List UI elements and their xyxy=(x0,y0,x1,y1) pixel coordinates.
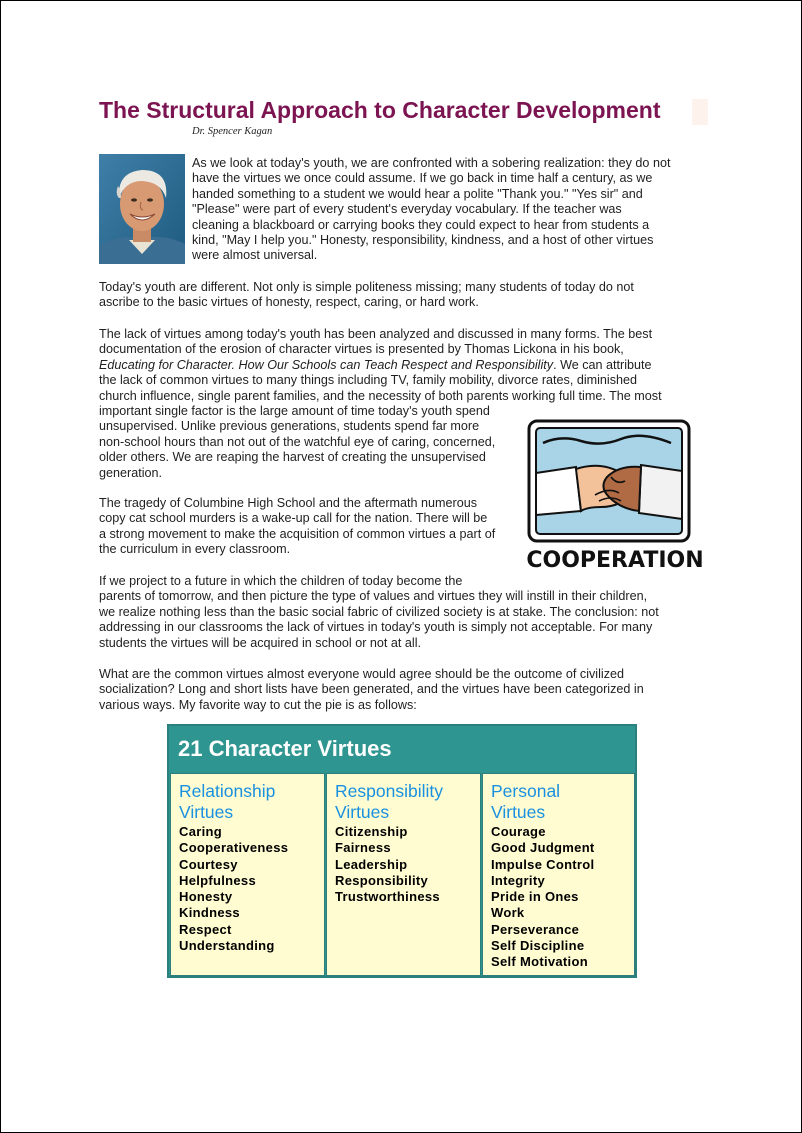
list-item: Kindness xyxy=(179,905,240,921)
column-heading-line: Personal xyxy=(491,781,561,801)
text-line: church influence, single parent families, and the necessity of both parents working full time. The most xyxy=(99,388,662,403)
list-item: Pride in Ones xyxy=(491,889,579,905)
text-line xyxy=(99,358,662,373)
column-heading xyxy=(491,781,560,823)
list-item: Caring xyxy=(179,824,222,839)
text-line: the lack of common virtues to many things including TV, family mobility, divorce rates, diminished xyxy=(99,373,638,388)
list-item: Respect xyxy=(179,921,232,937)
text-line: the curriculum in every classroom. xyxy=(99,542,291,557)
list-item: Perseverance xyxy=(491,921,580,937)
column-heading-line: Virtues xyxy=(335,802,390,822)
list-item: Self Discipline xyxy=(491,938,585,954)
text-line: What are the common virtues almost everyone would agree should be the outcome of civilized xyxy=(99,667,625,681)
text-line: we realize nothing less than the basic social fabric of civilized society is at stake. The conclusion: not xyxy=(99,604,659,619)
title-highlight xyxy=(692,99,708,125)
author-byline: Dr. Spencer Kagan xyxy=(192,126,273,137)
virtues-table-header xyxy=(169,726,635,772)
virtues-column-responsibility xyxy=(326,773,481,976)
list-item: Cooperativeness xyxy=(179,840,289,856)
column-heading-line: Relationship xyxy=(179,781,276,801)
paragraph-columbine xyxy=(99,496,495,558)
text-line: As we look at today's youth, we are confronted with a sobering realization: they do not xyxy=(192,156,671,170)
text-line: "Please" were part of every student's everyday vocabulary. If the teacher was xyxy=(192,202,622,217)
column-heading-line: Virtues xyxy=(491,802,546,822)
cooperation-label: COOPERATION xyxy=(526,548,704,573)
text-line: Today's youth are different. Not only is simple politeness missing; many students of today do not xyxy=(99,280,634,294)
list-item: Trustworthiness xyxy=(335,889,440,905)
text-line: students the virtues will be acquired in school or not at all. xyxy=(99,635,422,650)
text-line: handed something to a student we would hear a polite "Thank you." "Yes sir" and xyxy=(192,186,643,201)
list-item: Citizenship xyxy=(335,824,408,839)
list-item: Responsibility xyxy=(335,872,429,888)
column-heading-line: Virtues xyxy=(179,802,234,822)
text-line: generation. xyxy=(99,465,163,480)
paragraph-common-virtues xyxy=(99,667,644,713)
column-heading-line: Responsibility xyxy=(335,781,443,801)
text-line: The lack of virtues among today's youth has been analyzed and discussed in many forms. The best xyxy=(99,327,653,341)
virtues-list xyxy=(179,824,288,954)
text-line: ascribe to the basic virtues of honesty, respect, caring, or hard work. xyxy=(99,295,479,310)
text-line: unsupervised. Unlike previous generations, students spend far more xyxy=(99,419,480,434)
list-item: Integrity xyxy=(491,872,545,888)
paragraph-today xyxy=(99,280,634,311)
text-line: kind, "May I help you." Honesty, responsibility, kindness, and a host of other virtues xyxy=(192,233,654,248)
text-line: have the virtues we once could assume. If we go back in time half a century, as we xyxy=(192,171,653,186)
portrait-image xyxy=(99,154,185,264)
paragraph-intro xyxy=(192,156,670,264)
list-item: Fairness xyxy=(335,840,391,856)
paragraph-future xyxy=(99,574,659,651)
list-item: Self Motivation xyxy=(491,954,588,970)
list-item: Impulse Control xyxy=(491,856,595,872)
text-line: socialization? Long and short lists have been generated, and the virtues have been categorized in xyxy=(99,682,644,697)
text-line: The tragedy of Columbine High School and the aftermath numerous xyxy=(99,496,478,510)
virtues-list xyxy=(491,824,595,971)
text-line: documentation of the erosion of character virtues is presented by Thomas Lickona in his book, xyxy=(99,342,624,357)
text-line: older others. We are reaping the harvest of creating the unsupervised xyxy=(99,450,486,465)
text-line: non-school hours than not out of the watchful eye of caring, concerned, xyxy=(99,434,496,449)
text-line: addressing in our classrooms the lack of virtues in today's youth is simply not acceptable. For many xyxy=(99,620,653,635)
list-item: Helpfulness xyxy=(179,872,256,888)
list-item: Understanding xyxy=(179,938,275,954)
virtues-table-title: 21 Character Virtues xyxy=(178,736,392,761)
list-item: Honesty xyxy=(179,889,233,905)
text-line: copy cat school murders is a wake-up call for the nation. There will be xyxy=(99,511,488,526)
text-line: were almost universal. xyxy=(192,248,318,263)
author-portrait xyxy=(99,154,185,264)
list-item: Good Judgment xyxy=(491,840,595,856)
list-item: Leadership xyxy=(335,856,408,872)
virtues-column-relationship xyxy=(170,773,325,976)
list-item: Work xyxy=(491,905,525,921)
text-line: important single factor is the large amount of time today's youth spend xyxy=(99,404,490,419)
list-item: Courtesy xyxy=(179,856,238,872)
text-line: If we project to a future in which the children of today become the xyxy=(99,574,463,588)
text-fragment: . We can attribute xyxy=(553,357,652,372)
column-heading xyxy=(179,781,275,823)
cooperation-clipart xyxy=(521,415,709,575)
column-heading xyxy=(335,781,443,823)
text-line: cleaning a blackboard or carrying books they could expect to hear from students a xyxy=(192,217,650,232)
virtues-column-personal xyxy=(482,773,635,976)
page-title: The Structural Approach to Character Development xyxy=(99,97,661,123)
virtues-table xyxy=(167,724,637,978)
text-line: a strong movement to make the acquisition of common virtues a part of xyxy=(99,526,496,541)
list-item: Courage xyxy=(491,824,546,839)
text-line: parents of tomorrow, and then picture the type of values and virtues they will instill in their children, xyxy=(99,589,648,604)
handshake-icon xyxy=(521,415,709,575)
book-title: Educating for Character. How Our Schools can Teach Respect and Responsibility xyxy=(99,357,554,372)
text-line: various ways. My favorite way to cut the pie is as follows: xyxy=(99,697,417,712)
virtues-list xyxy=(335,824,440,905)
